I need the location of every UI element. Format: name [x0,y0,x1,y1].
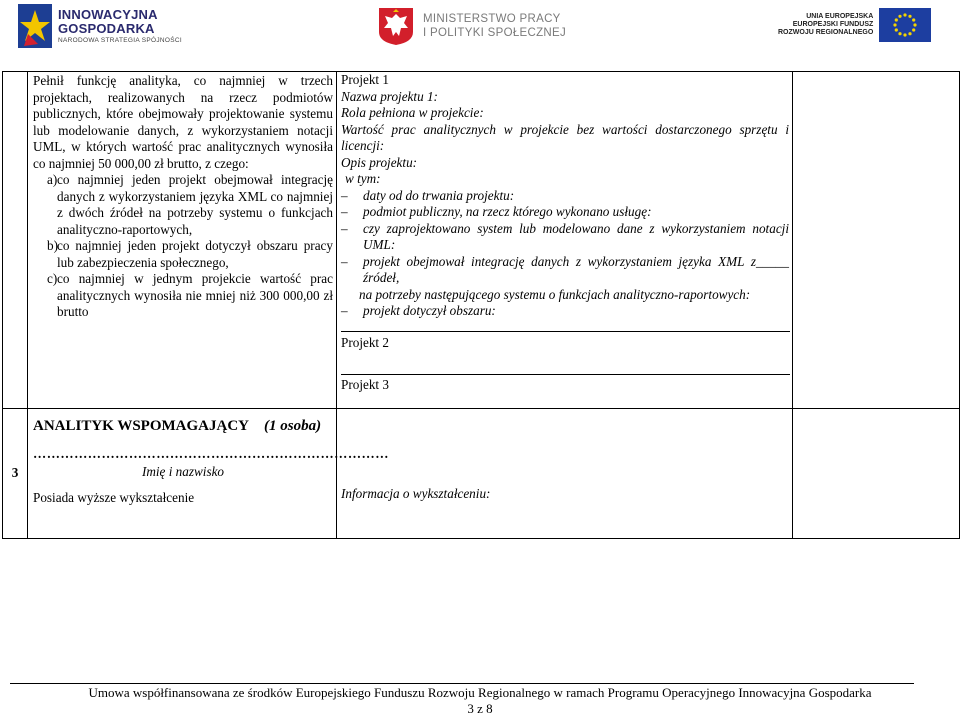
logo-right-line-3: ROZWOJU REGIONALNEGO [778,29,874,37]
list-item: – czy zaprojektowano system lub modelowano dane z wykorzystaniem notacji UML: [341,220,789,252]
list-item [33,172,333,238]
requirements-table [2,71,960,539]
list-item [33,238,333,271]
project1-wtym-label: w tym: [345,171,381,186]
project3-title: Projekt 3 [341,377,389,392]
footer-text: Umowa współfinansowana ze środków Europejskiego Funduszu Rozwoju Regionalnego w ramach Programu Operacyjnego Innowacyjna Gospodarka [88,685,872,700]
list-item: – podmiot publiczny, na rzecz którego wykonano usługę: [341,204,789,221]
logo-left-line-1: INNOWACYJNA [58,6,158,22]
project1-need-label: na potrzeby następującego systemu o funkcjach analityczno-raportowych: [359,286,751,302]
footer-divider [10,683,914,684]
page-footer [0,685,960,717]
logo-left-line-2: GOSPODARKA [58,20,155,36]
logo-right-line-1: UNIA EUROPEJSKA [806,12,874,20]
role-count: (1 osoba) [263,417,322,434]
name-dots: …………………………………………………………………… [33,445,389,461]
projects-cell [337,72,793,409]
list-marker: c) [47,271,58,286]
logo-center-line-1: MINISTERSTWO PRACY [423,12,561,25]
list-item: – projekt dotyczył obszaru: [341,303,789,320]
eu-flag-icon [879,8,931,42]
project1-title: Projekt 1 [341,72,389,87]
table-row [3,72,960,409]
dash-text: projekt obejmował integrację danych z wykorzystaniem języka XML z_____ źródeł, [363,253,789,285]
logo-center-line-2: I POLITYKI SPOŁECZNEJ [423,27,567,39]
education-cell [337,408,793,538]
row-number-cell [3,72,28,409]
polish-eagle-icon [377,6,415,46]
project1-desc-label: Opis projektu: [341,154,418,170]
star-logo-icon [18,4,52,48]
role-title: ANALITYK WSPOMAGAJĄCY [33,417,249,434]
role-cell [28,408,389,538]
list-text: co najmniej jeden projekt dotyczył obszaru pracy lub zabezpieczenia społecznego, [57,238,333,270]
project1-name-label: Nazwa projektu 1: [341,88,438,104]
list-item [33,271,333,321]
dash-text: podmiot publiczny, na rzecz którego wykonano usługę: [363,204,652,219]
table-row [3,408,960,538]
name-label: Imię i nazwisko [141,464,225,479]
list-marker: a) [47,172,58,187]
requirement-cell [28,72,337,409]
innowacyjna-gospodarka-logo [18,4,182,48]
dash-text: czy zaprojektowano system lub modelowano dane z wykorzystaniem notacji UML: [363,220,789,252]
project1-role-label: Rola pełniona w projekcie: [341,105,484,120]
page-number: 3 z 8 [467,701,493,716]
list-text: co najmniej jeden projekt obejmował integrację danych z wykorzystaniem języka XML co najmniej z dwóch źródeł na potrzeby systemu o funkcjach analityczno-raportowych, [57,172,333,237]
logo-right-line-2: EUROPEJSKI FUNDUSZ [792,20,874,28]
requirement-list [33,172,333,321]
empty-cell [793,72,960,409]
role-heading [33,416,333,436]
empty-cell [793,408,960,538]
list-item: – daty od do trwania projektu: [341,188,789,205]
ministry-logo [377,6,566,46]
list-item: – projekt obejmował integrację danych z wykorzystaniem języka XML z_____ źródeł, [341,253,789,285]
project2-title: Projekt 2 [341,334,389,350]
requirement-intro: Pełnił funkcję analityka, co najmniej w trzech projektach, realizowanych na rzecz podmiotów publicznych, które obejmowały projektowanie systemu lub modelowanie danych, z wykorzystaniem notacji UML, w których wartość prac analitycznych wynosiła co najmniej 50 000,00 zł brutto, z czego: [33,73,333,171]
dash-text: projekt dotyczył obszaru: [363,303,496,318]
project1-value-label: Wartość prac analitycznych w projekcie bez wartości dostarczonego sprzętu i licencji: [341,121,789,153]
page-header [0,0,960,56]
requirement-text: Posiada wyższe wykształcenie [33,489,195,505]
row-number-cell: 3 [3,408,28,538]
list-marker: b) [47,238,58,253]
list-text: co najmniej w jednym projekcie wartość prac analitycznych wynosiła nie mniej niż 300 000,00 zł brutto [57,271,333,319]
logo-left-line-3: NARODOWA STRATEGIA SPÓJNOŚCI [58,36,182,44]
eu-logo [778,8,931,42]
education-label: Informacja o wykształceniu: [341,485,491,501]
dash-text: daty od do trwania projektu: [363,187,515,203]
